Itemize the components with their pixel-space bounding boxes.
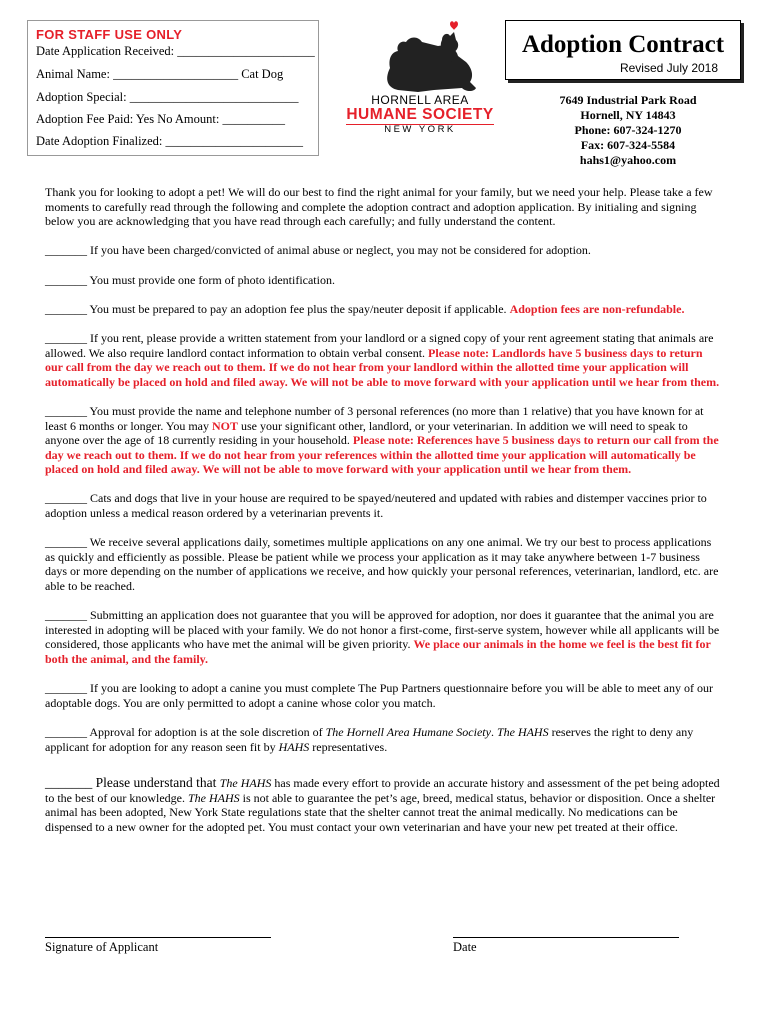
clause-abuse: _______ If you have been charged/convicted of animal abuse or neglect, you may not be considered for adoption. bbox=[45, 243, 591, 258]
adoption-special-field[interactable]: Adoption Special: ___________________________ bbox=[36, 90, 299, 104]
clause-understand: _______ Please understand that The HAHS has made every effort to provide an accurate history and assessment of the pet being adopted to the best of our knowledge. The HAHS is not able to guarantee the pet’s age, breed, medical status, behavior or disposition. Once a shelter animal has been adopted, New York State regulations state that the shelter cannot treat the animal medically. No medications can be dispensed to a new owner for the adopted pet. You must contact your own veterinarian and have your new pet treated at their office. bbox=[45, 775, 720, 834]
clause-approval: _______ Approval for adoption is at the sole discretion of The Hornell Area Humane Society. The HAHS reserves the right to deny any applicant for adoption for any reason seen fit by HAHS representatives. bbox=[45, 724, 694, 754]
animal-name-field[interactable]: Animal Name: ____________________ Cat Dog bbox=[36, 67, 284, 81]
date-signature-line[interactable] bbox=[453, 937, 679, 938]
clause-fee: _______ You must be prepared to pay an adoption fee plus the spay/neuter deposit if applicable. Adoption fees are non-refundable. bbox=[45, 301, 685, 316]
contract-body bbox=[45, 185, 721, 849]
clause-vaccines: _______ Cats and dogs that live in your house are required to be spayed/neutered and updated with rabies and distemper vaccines prior to adoption unless a medical reason ordered by a veterinarian prevents it. bbox=[45, 491, 707, 521]
adoption-fee-field[interactable]: Adoption Fee Paid: Yes No Amount: __________ bbox=[36, 112, 285, 126]
address-email[interactable]: hahs1@yahoo.com bbox=[579, 153, 677, 167]
date-received-field[interactable]: Date Application Received: ______________________ bbox=[36, 44, 315, 58]
date-finalized-field[interactable]: Date Adoption Finalized: ______________________ bbox=[36, 134, 303, 148]
staff-use-title: FOR STAFF USE ONLY bbox=[36, 27, 183, 42]
clause-canine: _______ If you are looking to adopt a canine you must complete The Pup Partners questionnaire before you will be able to meet any of our adoptable dogs. You are only permitted to adopt a canine whose color you match. bbox=[45, 681, 713, 710]
contact-address bbox=[540, 93, 716, 168]
address-phone: Phone: 607-324-1270 bbox=[574, 123, 682, 137]
address-street: 7649 Industrial Park Road bbox=[559, 93, 697, 107]
document-title: Adoption Contract bbox=[521, 31, 725, 58]
logo-line-humane-society: HUMANE SOCIETY bbox=[346, 106, 494, 123]
revised-date: Revised July 2018 bbox=[619, 61, 719, 75]
clause-references: _______ You must provide the name and telephone number of 3 personal references (no more than 1 relative) that you have known for at least 6 months or longer. You may NOT use your significant other, landlord, or your veterinarian. In addition we will need to speak to anyone over the age of 18 currently residing in your household. Please note: References have 5 business days to return our call from the day we reach out to them. If we do not hear from your references within the allotted time your application will automatically be placed on hold and filed away. We will not be able to move forward with your application until we hear from them. bbox=[45, 403, 719, 477]
logo-line-hornell-area: HORNELL AREA bbox=[371, 93, 469, 107]
intro-paragraph: Thank you for looking to adopt a pet! We will do our best to find the right animal for your family, but we need your help. Please take a few moments to carefully read through the following and complete the adoption contract and adoption application. By initialing and signing below you are acknowledging that you have read through each carefully; and fully understand the content. bbox=[45, 185, 713, 229]
address-city: Hornell, NY 14843 bbox=[580, 108, 676, 122]
applicant-signature-label: Signature of Applicant bbox=[45, 940, 159, 954]
dog-cat-silhouette-icon bbox=[387, 21, 476, 92]
date-label: Date bbox=[453, 940, 477, 954]
applicant-signature-line[interactable] bbox=[45, 937, 271, 938]
clause-processing: _______ We receive several applications daily, sometimes multiple applications on any one animal. We try our best to process applications as quickly and efficiently as possible. Please be patient while we process your application as it may take anywhere between 1-7 business days or more depending on the number of applications we receive, and how quickly your personal references, veterinarian, landlord, etc. are able to be reached. bbox=[45, 535, 719, 594]
clause-photo-id: _______ You must provide one form of photo identification. bbox=[45, 272, 335, 287]
address-fax: Fax: 607-324-5584 bbox=[580, 138, 676, 152]
clause-rent: _______ If you rent, please provide a written statement from your landlord or a signed copy of your rent agreement stating that animals are allowed. We also require landlord contact information to obtain verbal consent. Please note: Landlords have 5 business days to return our call from the day we reach out to them. If we do not hear from your landlord within the allotted time your application will automatically be placed on hold and filed away. We will not be able to move forward with your application until we hear from them. bbox=[45, 330, 720, 389]
clause-no-guarantee: _______ Submitting an application does not guarantee that you will be approved for adoption, nor does it guarantee that the animal you are interested in adopting will be placed with your family. We do not honor a first-come, first-serve system, however while all applicants will be considered, those applicants who have met the animal will be given priority. We place our animals in the home we feel is the best fit for both the animal, and the family. bbox=[45, 608, 720, 666]
logo-line-new-york: NEW YORK bbox=[384, 124, 456, 135]
